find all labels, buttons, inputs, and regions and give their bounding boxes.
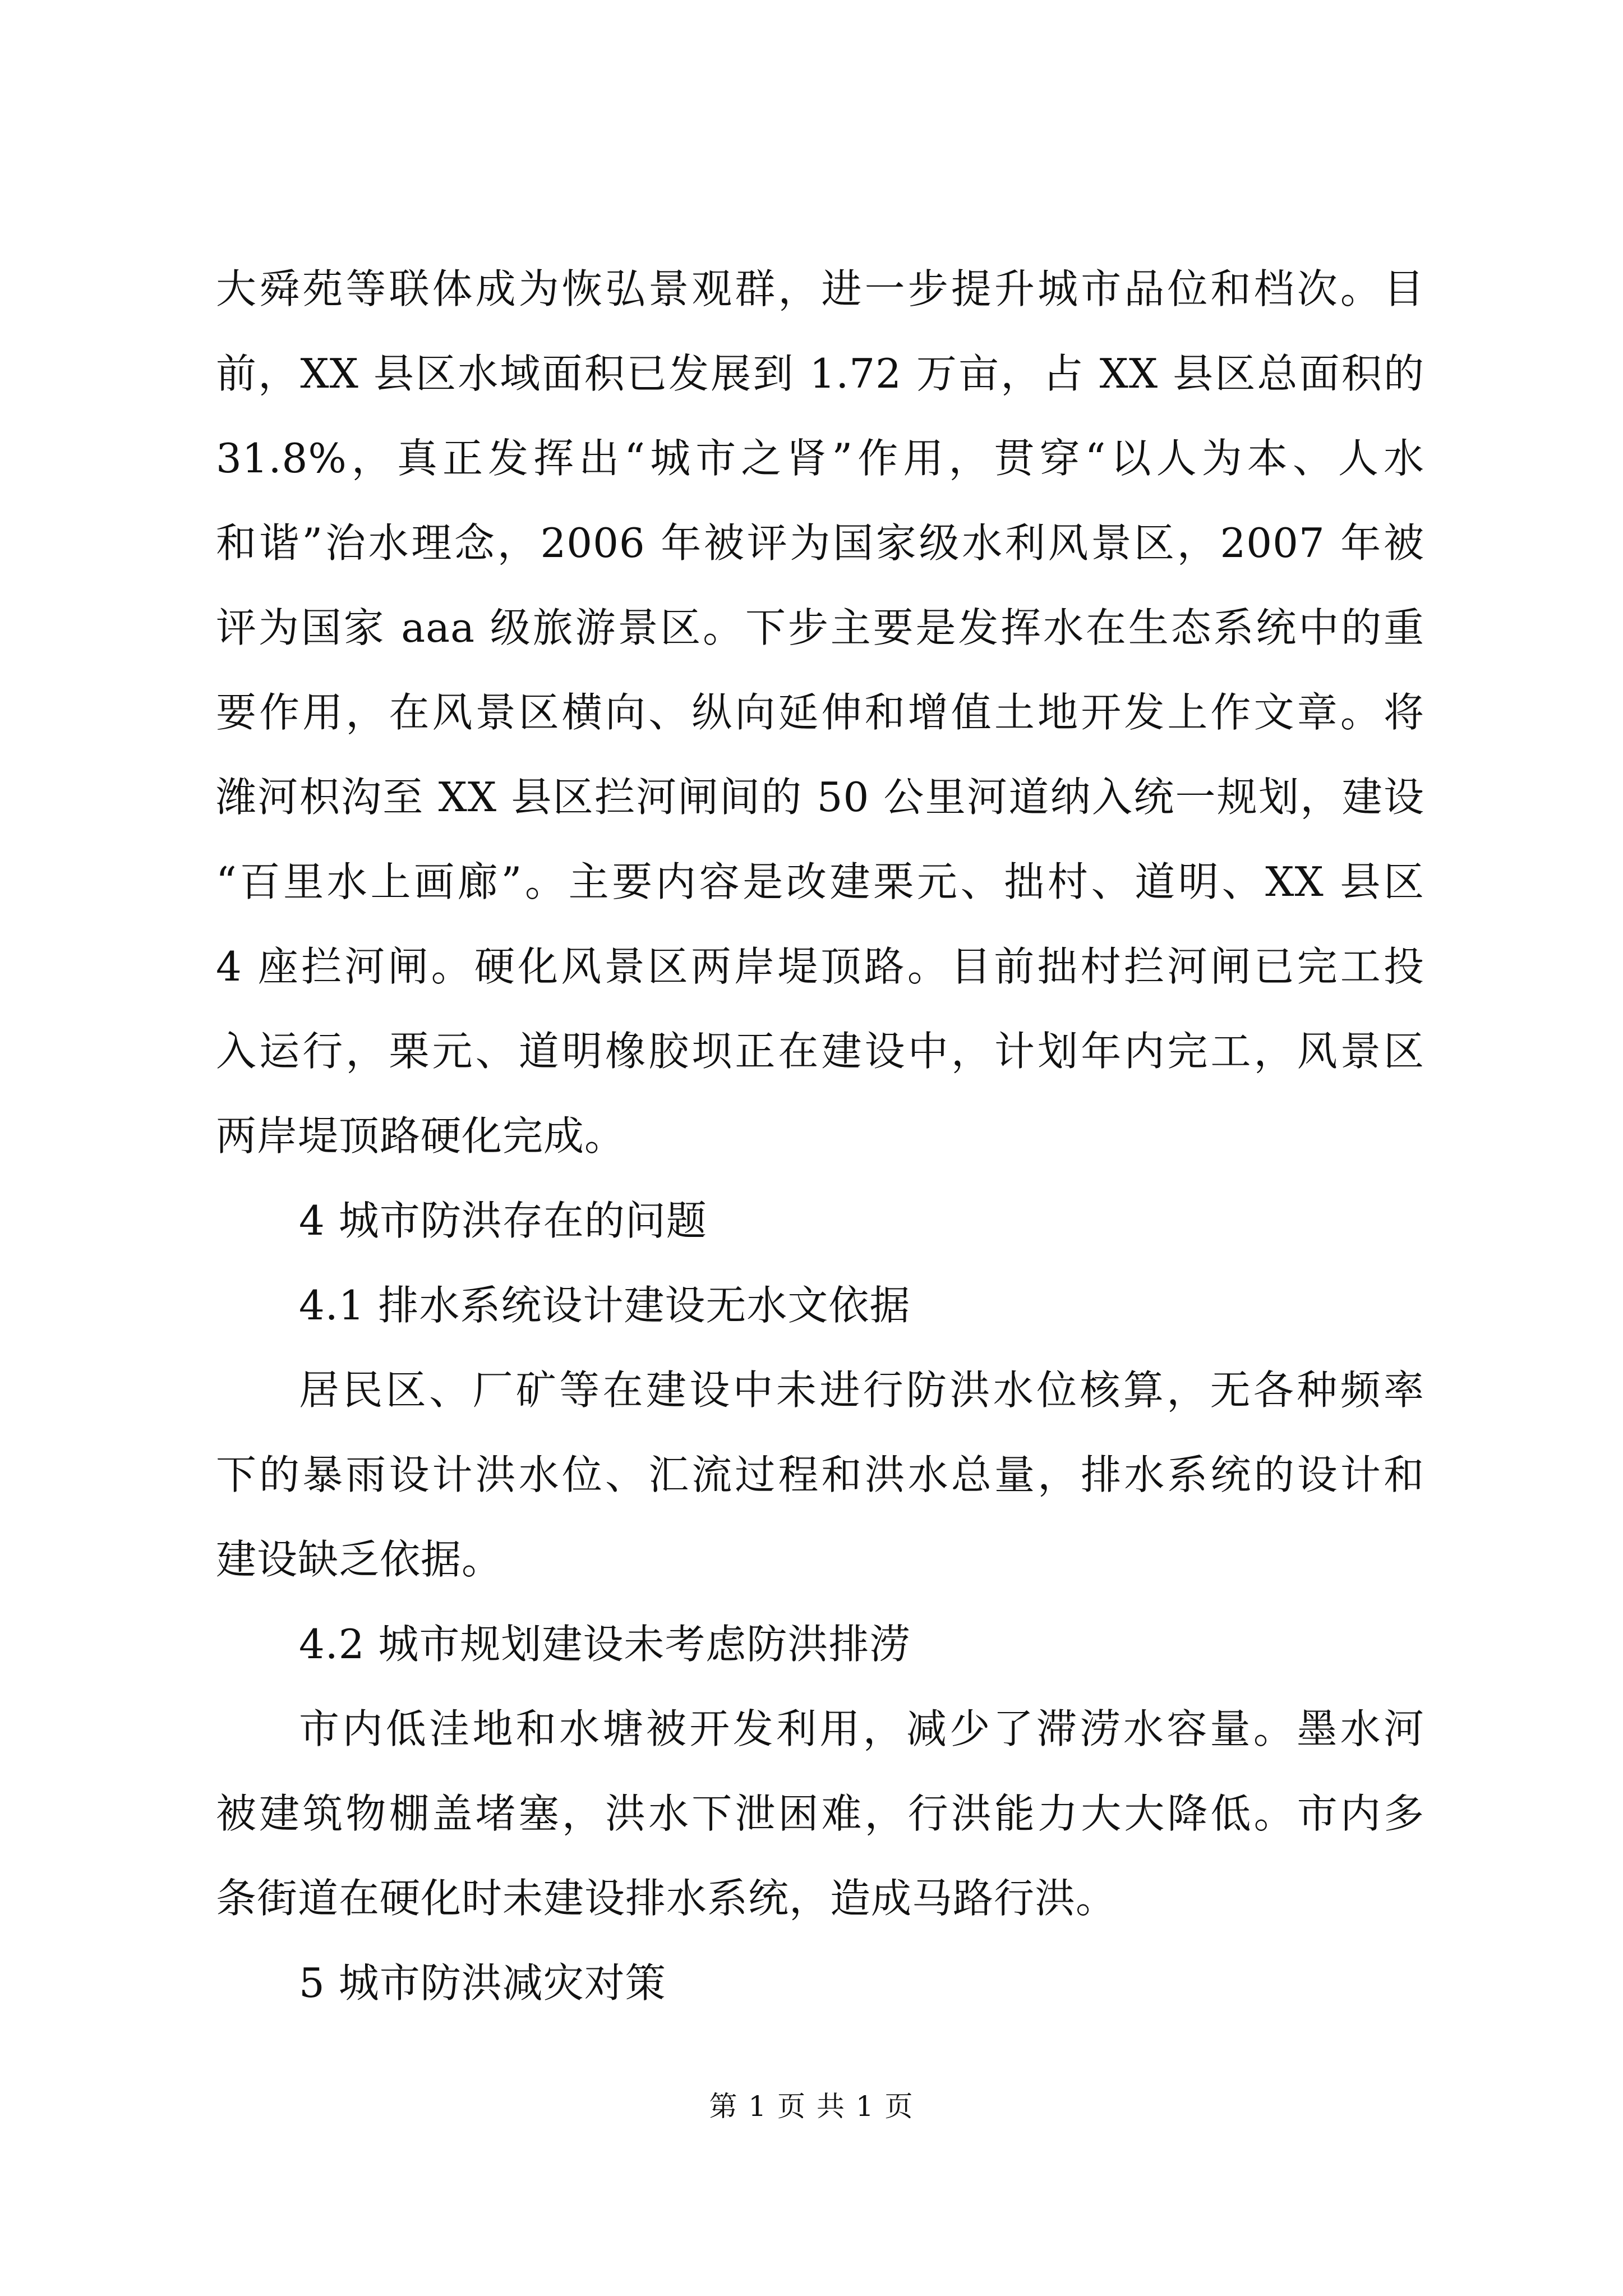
paragraph-line: 条街道在硬化时未建设排水系统，造成马路行洪。 bbox=[216, 1875, 1117, 1922]
paragraph-line: 潍河枳沟至 XX 县区拦河闸间的 50 公里河道纳入统一规划，建设 bbox=[216, 774, 1424, 821]
paragraph-line: 前，XX 县区水域面积已发展到 1.72 万亩，占 XX 县区总面积的 bbox=[216, 350, 1424, 397]
subsection-heading: 4.2 城市规划建设未考虑防洪排涝 bbox=[299, 1621, 911, 1668]
paragraph-line: 评为国家 aaa 级旅游景区。下步主要是发挥水在生态系统中的重 bbox=[216, 604, 1424, 651]
paragraph-line: 居民区、厂矿等在建设中未进行防洪水位核算，无各种频率 bbox=[299, 1366, 1424, 1414]
page-footer bbox=[0, 2090, 1623, 2123]
paragraph-line: 下的暴雨设计洪水位、汇流过程和洪水总量，排水系统的设计和 bbox=[216, 1451, 1424, 1498]
paragraph-line: 市内低洼地和水塘被开发利用，减少了滞涝水容量。墨水河 bbox=[299, 1705, 1424, 1752]
page-number-label: 第 1 页 共 1 页 bbox=[709, 2090, 914, 2123]
section-heading: 5 城市防洪减灾对策 bbox=[299, 1959, 666, 2007]
paragraph-line: “百里水上画廊”。主要内容是改建栗元、拙村、道明、XX 县区 bbox=[216, 858, 1424, 905]
subsection-heading: 4.1 排水系统设计建设无水文依据 bbox=[299, 1282, 911, 1329]
section-heading: 4 城市防洪存在的问题 bbox=[299, 1197, 707, 1244]
paragraph-line: 大舜苑等联体成为恢弘景观群，进一步提升城市品位和档次。目 bbox=[216, 265, 1424, 312]
paragraph-line: 和谐”治水理念，2006 年被评为国家级水利风景区，2007 年被 bbox=[216, 519, 1424, 567]
paragraph-line: 入运行，栗元、道明橡胶坝正在建设中，计划年内完工，风景区 bbox=[216, 1028, 1424, 1075]
body-text bbox=[216, 247, 1424, 2026]
paragraph-line: 4 座拦河闸。硬化风景区两岸堤顶路。目前拙村拦河闸已完工投 bbox=[216, 943, 1424, 990]
paragraph-line: 31.8%，真正发挥出“城市之肾”作用，贯穿“以人为本、人水 bbox=[216, 435, 1424, 482]
paragraph-line: 被建筑物棚盖堵塞，洪水下泄困难，行洪能力大大降低。市内多 bbox=[216, 1790, 1424, 1837]
paragraph-line: 两岸堤顶路硬化完成。 bbox=[216, 1112, 626, 1159]
paragraph-line: 建设缺乏依据。 bbox=[216, 1536, 503, 1583]
paragraph-line: 要作用，在风景区横向、纵向延伸和增值土地开发上作文章。将 bbox=[216, 689, 1424, 736]
